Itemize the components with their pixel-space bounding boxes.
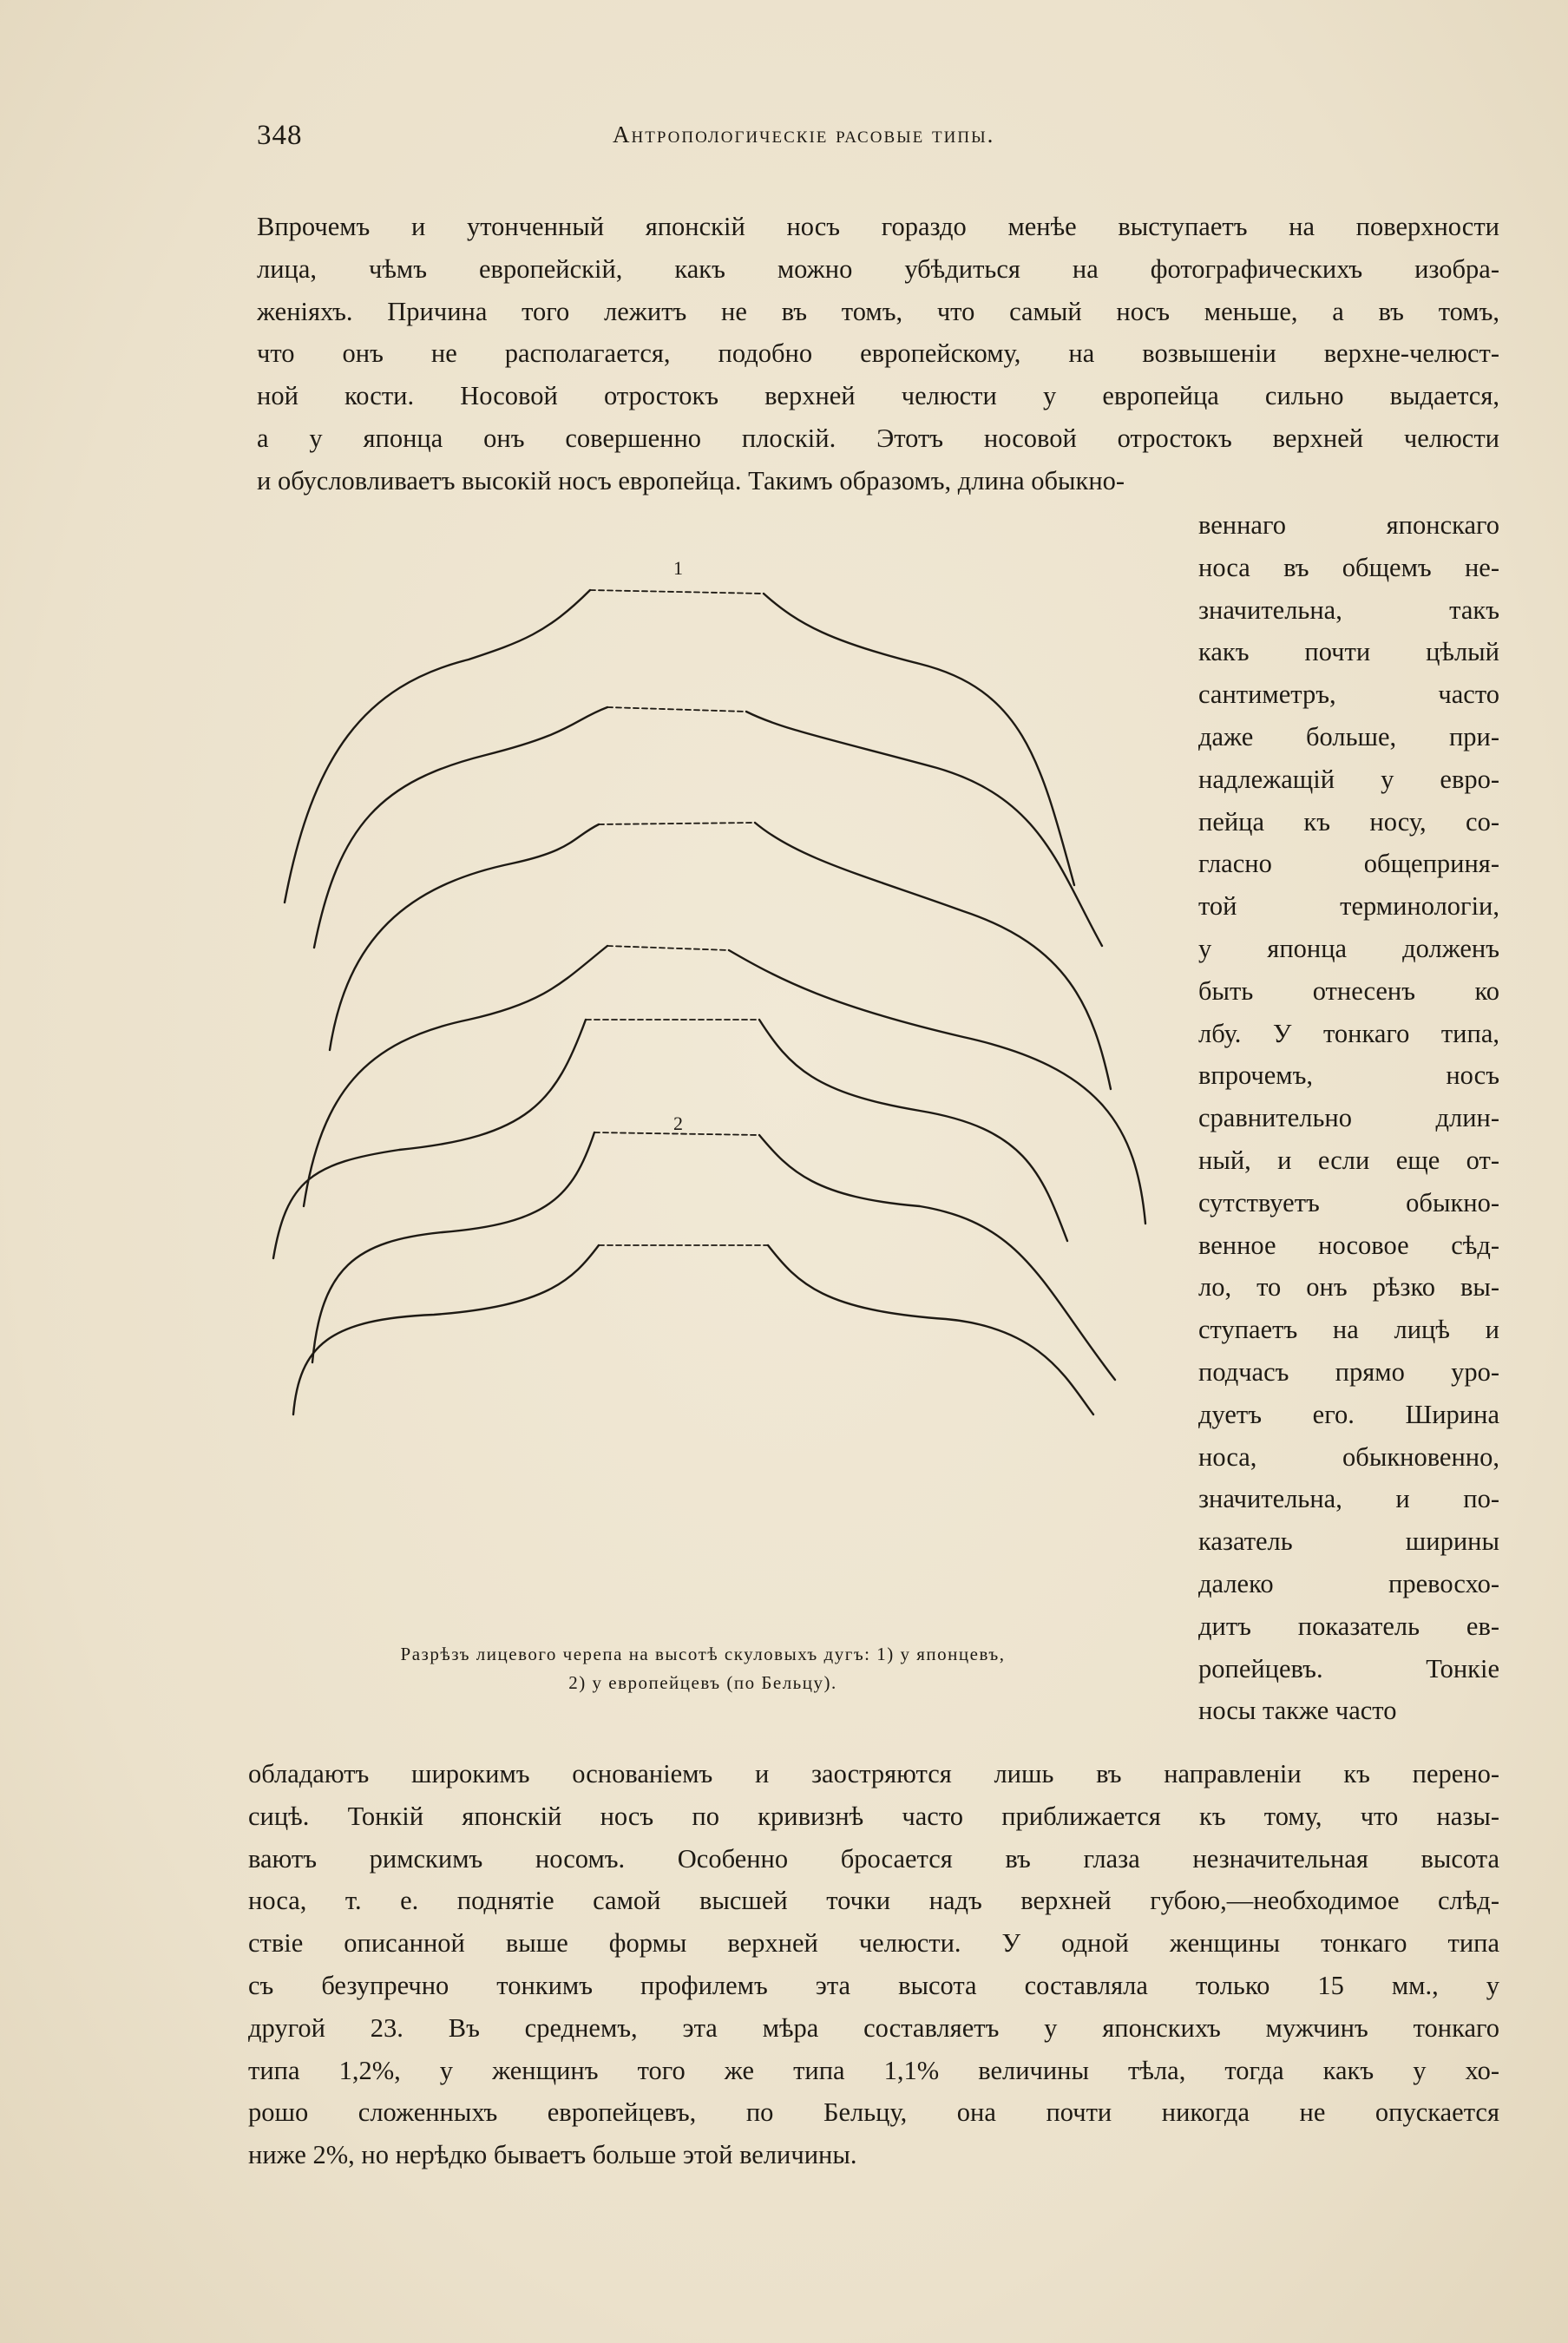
text-line: какъ почти цѣлый bbox=[1198, 637, 1499, 667]
text-line: значительна, такъ bbox=[1198, 594, 1499, 625]
text-line: лбу. У тонкаго типа, bbox=[1198, 1018, 1499, 1048]
curve-1b-top bbox=[607, 707, 746, 712]
text-line: сицѣ. Тонкій японскій носъ по кривизнѣ часто приближается къ тому, что назы- bbox=[248, 1801, 1499, 1831]
text-line: ваютъ римскимъ носомъ. Особенно бросается въ глаза незначительная высота bbox=[248, 1843, 1499, 1874]
text-line: казатель ширины bbox=[1198, 1526, 1499, 1557]
curve-1d-top bbox=[607, 946, 729, 950]
text-line: носа, обыкновенно, bbox=[1198, 1441, 1499, 1472]
curve-1d bbox=[304, 946, 607, 1206]
figure-caption bbox=[243, 1640, 1163, 1697]
figure-caption-line: Разрѣзъ лицевого черепа на высотѣ скуловыхъ дугъ: 1) у японцевъ, bbox=[400, 1644, 1006, 1664]
curve-1a-right bbox=[764, 594, 1074, 885]
text-line: той терминологіи, bbox=[1198, 891, 1499, 922]
text-line: ропейцевъ. Тонкіе bbox=[1198, 1653, 1499, 1683]
figure-caption-line: 2) у европейцевъ (по Бельцу). bbox=[568, 1672, 837, 1693]
text-line: ло, то онъ рѣзко вы- bbox=[1198, 1272, 1499, 1303]
skull-section-curves bbox=[260, 538, 1163, 1631]
running-title: Антропологическіе расовые типы. bbox=[613, 121, 995, 148]
text-line: лица, чѣмъ европейскій, какъ можно убѣдиться на фотографическихъ изобра- bbox=[257, 253, 1499, 284]
text-line: впрочемъ, носъ bbox=[1198, 1060, 1499, 1091]
curve-2c bbox=[293, 1245, 599, 1414]
text-line: ствіе описанной выше формы верхней челюсти. У одной женщины тонкаго типа bbox=[248, 1928, 1499, 1959]
text-line: женіяхъ. Причина того лежитъ не въ томъ, что самый носъ меньше, а въ томъ, bbox=[257, 296, 1499, 326]
text-line: рошо сложенныхъ европейцевъ, по Бельцу, она почти никогда не опускается bbox=[248, 2097, 1499, 2128]
text-line: ниже 2%, но нерѣдко бываетъ больше этой величины. bbox=[248, 2140, 857, 2170]
text-line: типа 1,2%, у женщинъ того же типа 1,1% величины тѣла, тогда какъ у хо- bbox=[248, 2055, 1499, 2085]
text-line: Впрочемъ и утонченный японскій носъ гораздо менѣе выступаетъ на поверхности bbox=[257, 212, 1499, 241]
text-line: у японца долженъ bbox=[1198, 933, 1499, 963]
text-line: веннаго японскаго bbox=[1198, 510, 1499, 540]
curve-1b bbox=[314, 707, 607, 948]
text-line: носа, т. е. поднятіе самой высшей точки надъ верхней губою,—необходимое слѣд- bbox=[248, 1886, 1499, 1916]
text-line: ступаетъ на лицѣ и bbox=[1198, 1315, 1499, 1345]
text-line: значительна, и по- bbox=[1198, 1484, 1499, 1514]
text-line: ной кости. Носовой отростокъ верхней челюсти у европейца сильно выдается, bbox=[257, 381, 1499, 411]
text-line: дуетъ его. Ширина bbox=[1198, 1399, 1499, 1429]
curve-1a-top bbox=[590, 590, 764, 594]
text-line: другой 23. Въ среднемъ, эта мѣра составляетъ у японскихъ мужчинъ тонкаго bbox=[248, 2012, 1499, 2043]
text-line: даже больше, при- bbox=[1198, 721, 1499, 751]
text-line: венное носовое сѣд- bbox=[1198, 1230, 1499, 1260]
text-line: ный, и если еще от- bbox=[1198, 1145, 1499, 1175]
text-line: и обусловливаетъ высокій носъ европейца. Такимъ образомъ, длина обыкно- bbox=[257, 465, 1125, 496]
text-line: сравнительно длин- bbox=[1198, 1103, 1499, 1133]
text-line: обладаютъ широкимъ основаніемъ и заостряются лишь въ направленіи къ перено- bbox=[248, 1759, 1499, 1788]
figure-label-1: 1 bbox=[673, 557, 683, 579]
curve-2c-right bbox=[768, 1245, 1093, 1414]
text-line: гласно общеприня- bbox=[1198, 849, 1499, 879]
text-line: сутствуетъ обыкно- bbox=[1198, 1187, 1499, 1217]
running-head bbox=[257, 120, 1498, 154]
bottom-paragraph bbox=[248, 1753, 1499, 2176]
text-line: дитъ показатель ев- bbox=[1198, 1611, 1499, 1641]
text-line: что онъ не располагается, подобно европейскому, на возвышеніи верхне-челюст- bbox=[257, 338, 1499, 369]
figure-label-2: 2 bbox=[673, 1112, 683, 1134]
text-line: сантиметръ, часто bbox=[1198, 679, 1499, 710]
text-line: быть отнесенъ ко bbox=[1198, 975, 1499, 1006]
text-line: носы также часто bbox=[1198, 1696, 1397, 1726]
curve-2b bbox=[312, 1132, 594, 1362]
curve-1b-right bbox=[746, 712, 1102, 946]
text-line: пейца къ носу, со- bbox=[1198, 806, 1499, 837]
curve-2b-right bbox=[759, 1135, 1115, 1380]
curve-1d-right bbox=[729, 950, 1145, 1224]
text-line: носа въ общемъ не- bbox=[1198, 552, 1499, 582]
page-number: 348 bbox=[257, 120, 303, 151]
text-line: подчасъ прямо уро- bbox=[1198, 1356, 1499, 1387]
curve-1c-top bbox=[599, 823, 755, 824]
side-column-paragraph bbox=[1198, 504, 1499, 1732]
curve-1c bbox=[330, 824, 599, 1050]
text-line: а у японца онъ совершенно плоскій. Этотъ носовой отростокъ верхней челюсти bbox=[257, 423, 1499, 453]
figure-skull-sections bbox=[260, 538, 1163, 1631]
text-line: надлежащій у евро- bbox=[1198, 764, 1499, 794]
text-line: съ безупречно тонкимъ профилемъ эта высота составляла только 15 мм., у bbox=[248, 1970, 1499, 2000]
top-paragraph bbox=[257, 206, 1499, 502]
text-line: далеко превосхо- bbox=[1198, 1568, 1499, 1598]
